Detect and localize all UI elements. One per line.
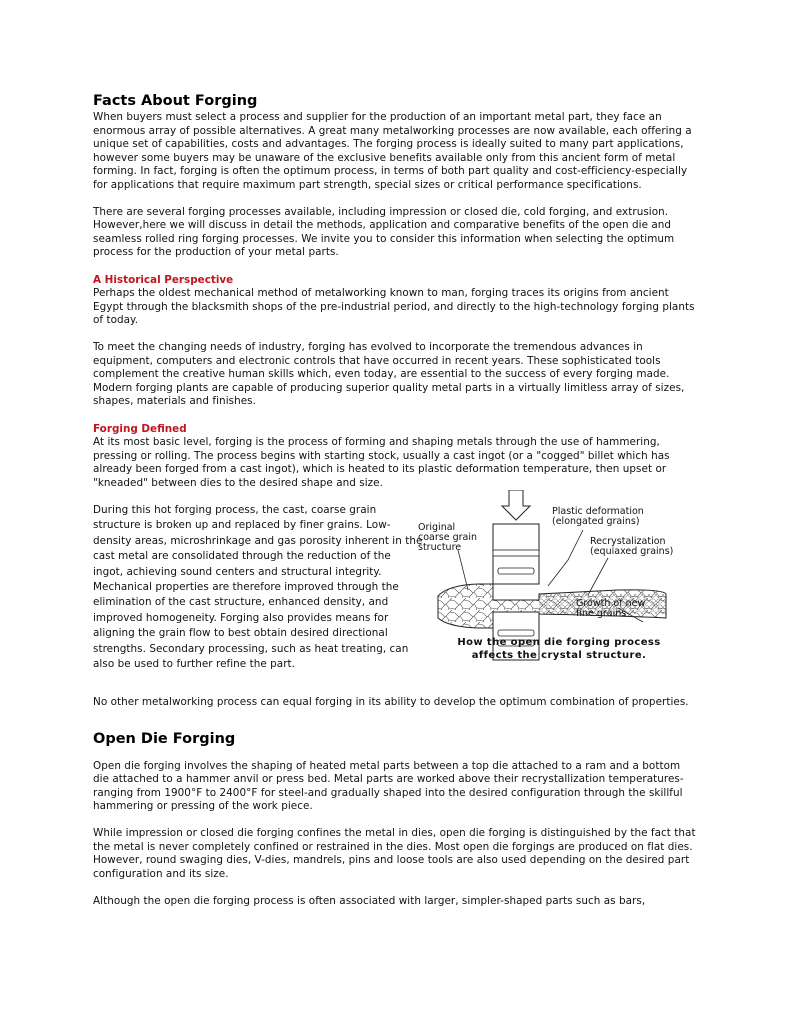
figure-caption xyxy=(418,637,700,662)
label-growth-1: Growth of new xyxy=(576,598,646,609)
label-original-3: structure xyxy=(418,542,462,553)
intro-paragraph-1: When buyers must select a process and supplier for the production of an important metal part, they face an enormous array of possible alternatives. A great many metalworking processes are now available, each offering a unique set of capabilities, costs and advantages. The forging process is ideally suited to many part applications, however some buyers may be unaware of the exclusive benefits available only from this ancient form of metal forming. In fact, forging is often the optimum process, in terms of both part quality and cost-efficiency-especially for applications that require maximum part strength, special sizes or critical performance specifications. xyxy=(93,111,692,191)
force-arrow-icon xyxy=(502,490,530,520)
document-page xyxy=(93,93,698,908)
definition-paragraph-2: During this hot forging process, the cast, coarse grain structure is broken up and replaced by finer grains. Low-density areas, microshrinkage and gas porosity inherent in the cast metal are consolidated through the reduction of the ingot, achieving sound centers and structural integrity. Mechanical properties are therefore improved through the elimination of the cast structure, enhanced density, and improved homogeneity. Forging also provides means for aligning the grain flow to best obtain desired directional strengths. Secondary processing, such as heat treating, can also be used to further refine the part. xyxy=(93,504,423,671)
open-die-paragraph-3: Although the open die forging process is often associated with larger, simpler-shaped parts such as bars, xyxy=(93,894,646,907)
label-plastic-1: Plastic deformation xyxy=(552,506,644,517)
label-growth-2: fine grains xyxy=(576,608,627,619)
definition-paragraph-1: At its most basic level, forging is the process of forming and shaping metals through the use of hammering, pressing or rolling. The process begins with starting stock, usually a cast ingot (or a "cogged" billet which has already been forged from a cast ingot), which is heated to its plastic deformation temperature, then upset or "kneaded" between dies to the desired shape and size. xyxy=(93,436,670,489)
intro-paragraph-2: There are several forging processes available, including impression or closed die, cold forging, and extrusion. However,here we will discuss in detail the methods, application and comparative benefits of the open die and seamless rolled ring forging processes. We invite you to consider this information when selecting the optimum process for the production of your metal parts. xyxy=(93,205,675,258)
caption-line-2: affects the crystal structure. xyxy=(471,649,647,661)
open-die-paragraph-1: Open die forging involves the shaping of heated metal parts between a top die attached to a ram and a bottom die attached to a hammer anvil or press bed. Metal parts are worked above their recrystallization temperatures-ranging from 1900°F to 2400°F for steel-and gradually shaped into the desired configuration through the skillful hammering or pressing of the work piece. xyxy=(93,759,684,812)
page-title: Facts About Forging xyxy=(93,93,258,109)
label-original-1: Original xyxy=(418,522,456,533)
open-die-forging-heading: Open Die Forging xyxy=(93,730,236,747)
open-die-paragraph-2: While impression or closed die forging confines the metal in dies, open die forging is distinguished by the fact that the metal is never completely confined or restrained in the dies. Most open die forgings are produced on flat dies. However, round swaging dies, V-dies, mandrels, pins and loose tools are also used depending on the desired part configuration and its size. xyxy=(93,827,696,880)
history-paragraph-1: Perhaps the oldest mechanical method of metalworking known to man, forging traces its origins from ancient Egypt through the blacksmith shops of the pre-industrial period, and directly to the high-technology forging plants of today. xyxy=(93,287,695,326)
label-recryst-2: (equiaxed grains) xyxy=(590,546,674,557)
historical-perspective-heading: A Historical Perspective xyxy=(93,273,234,286)
label-original-2: coarse grain xyxy=(418,532,477,543)
label-recryst-1: Recrystalization xyxy=(590,536,666,547)
caption-line-1: How the open die forging process xyxy=(457,637,661,648)
definition-paragraph-3: No other metalworking process can equal forging in its ability to develop the optimum combination of properties. xyxy=(93,696,689,708)
history-paragraph-2: To meet the changing needs of industry, forging has evolved to incorporate the tremendous advances in equipment, computers and electronic controls that have occurred in recent years. These sophisticated tools complement the creative human skills which, even today, are essential to the success of every forging made. Modern forging plants are capable of producing superior quality metal parts in a virtually limitless array of sizes, shapes, materials and finishes. xyxy=(93,341,685,407)
label-plastic-2: (elongated grains) xyxy=(552,516,640,527)
forging-defined-heading: Forging Defined xyxy=(93,422,187,435)
figure-section xyxy=(93,503,698,688)
